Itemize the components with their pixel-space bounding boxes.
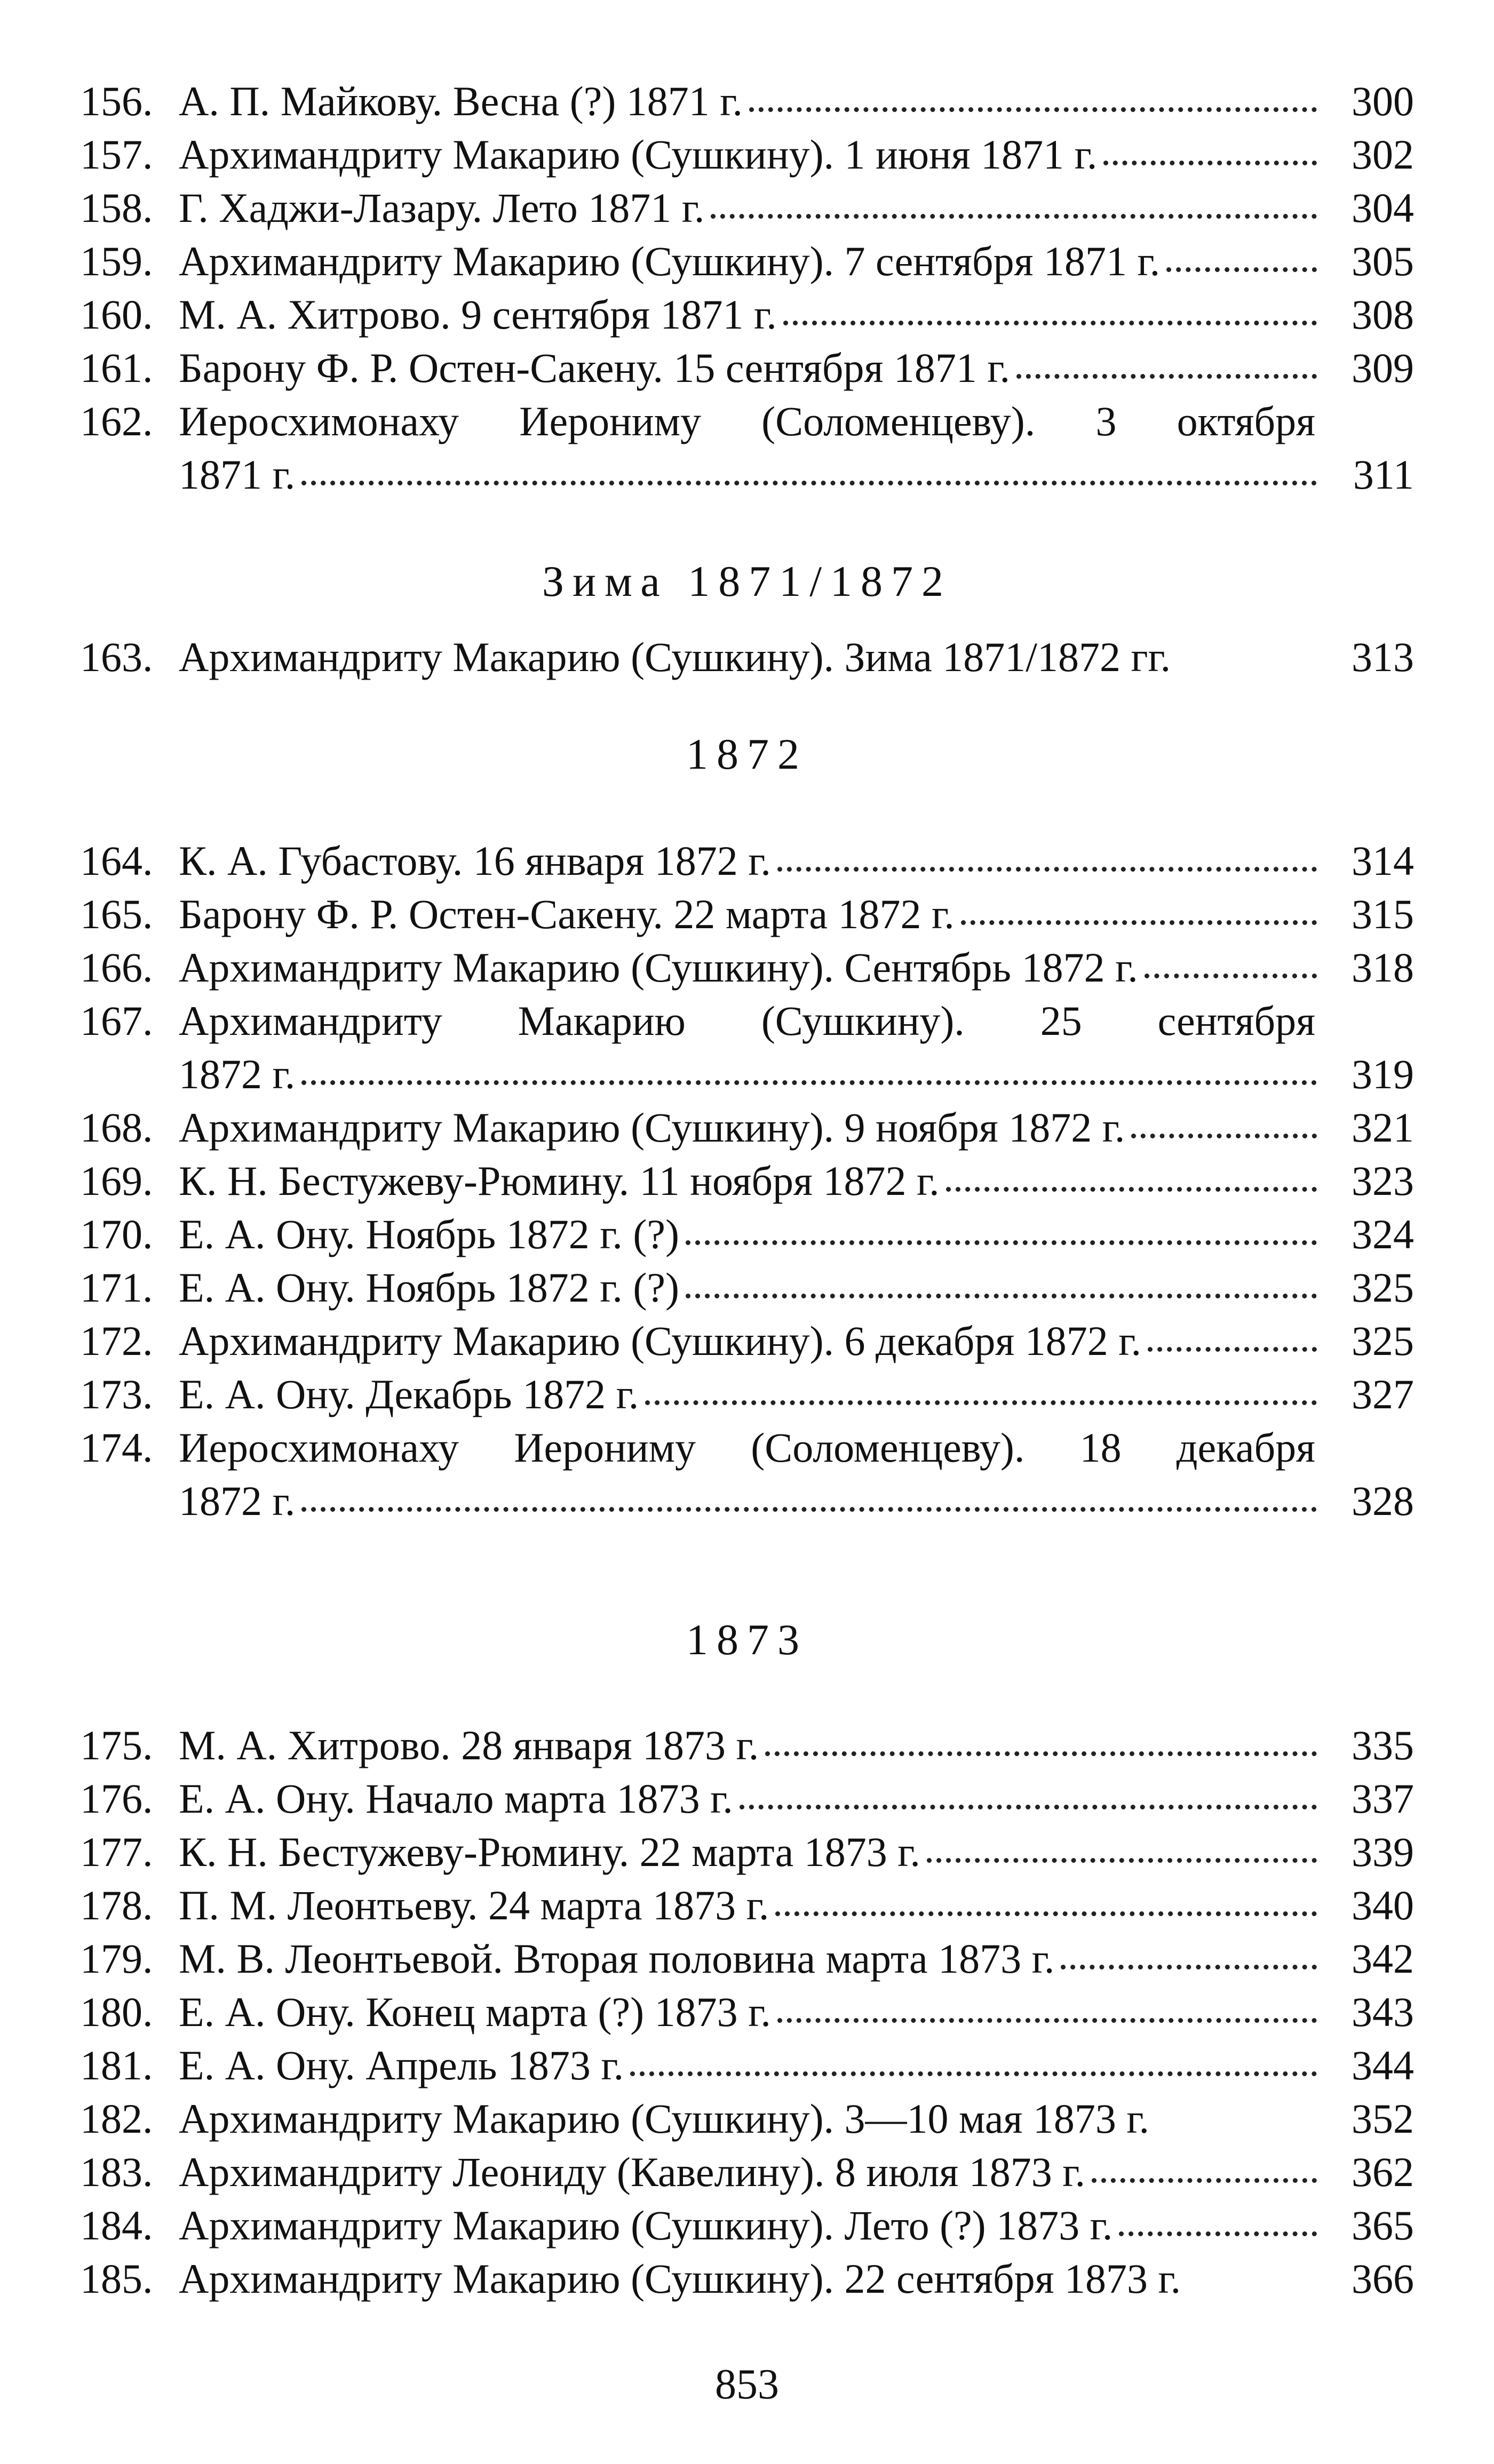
entry-page: 319: [1352, 1051, 1414, 1097]
dot-leader: [777, 867, 1317, 872]
toc-entry: [80, 341, 1414, 395]
entry-number: 185.: [80, 2255, 153, 2302]
entry-number: 184.: [80, 2202, 153, 2248]
entry-title-continuation: 1872 г.: [179, 1478, 296, 1524]
dot-leader: [1145, 974, 1317, 978]
dot-leader: [1131, 1134, 1317, 1138]
toc-entry: [80, 1101, 1414, 1154]
section-heading-winter: Зима 1871/1872: [542, 557, 952, 605]
entry-number: 173.: [80, 1371, 153, 1417]
toc-entry: [80, 75, 1414, 128]
entry-title: М. А. Хитрово. 9 сентября 1871 г.: [179, 291, 777, 338]
entry-page: 315: [1352, 891, 1414, 937]
entry-title-justified: [179, 1421, 1414, 1474]
toc-entry: [80, 181, 1414, 235]
entry-number: 183.: [80, 2149, 153, 2195]
dot-leader: [1166, 267, 1317, 272]
entry-title: К. Н. Бестужеву-Рюмину. 22 марта 1873 г.: [179, 1829, 920, 1875]
entry-number: 168.: [80, 1104, 153, 1151]
entry-group-d: [80, 1719, 1414, 2306]
entry-title-word: октября: [1177, 398, 1315, 444]
dot-leader: [765, 1751, 1317, 1756]
entry-page: 325: [1352, 1318, 1414, 1364]
entry-title: П. М. Леонтьеву. 24 марта 1873 г.: [179, 1882, 769, 1928]
entry-title-word: сентября: [1157, 998, 1315, 1044]
table-of-contents: [80, 75, 1414, 2306]
toc-entry-multiline: [80, 1421, 1414, 1528]
dot-leader: [927, 1858, 1317, 1863]
entry-number: 180.: [80, 1989, 153, 2035]
entry-page: 339: [1352, 1829, 1414, 1875]
dot-leader: [630, 2071, 1317, 2076]
dot-leader: [301, 1507, 1317, 1512]
entry-number: 170.: [80, 1211, 153, 1257]
dot-leader: [1016, 374, 1317, 379]
entry-title-word: 18: [1079, 1424, 1122, 1471]
entry-title: Е. А. Ону. Ноябрь 1872 г. (?): [179, 1264, 679, 1311]
entry-title-word: Архимандриту: [179, 998, 442, 1044]
toc-entry: [80, 1932, 1414, 1985]
entry-title: Архимандриту Макарию (Сушкину). 22 сентября 1873 г.: [179, 2255, 1181, 2302]
entry-page: 318: [1352, 944, 1414, 991]
entry-number: 158.: [80, 185, 153, 231]
dot-leader: [1103, 161, 1317, 165]
entry-page: 335: [1352, 1722, 1414, 1768]
entry-page: 309: [1352, 345, 1414, 391]
entry-page: 313: [1352, 634, 1414, 680]
toc-entry: [80, 2092, 1414, 2146]
dot-leader: [961, 920, 1317, 925]
entry-page: 311: [1353, 451, 1414, 498]
entry-page: 328: [1352, 1478, 1414, 1524]
entry-number: 160.: [80, 291, 153, 338]
entry-title-justified: [179, 994, 1414, 1048]
entry-title: Архимандриту Макарию (Сушкину). 3—10 мая 1873 г.: [179, 2095, 1150, 2142]
entry-number: 161.: [80, 345, 153, 391]
entry-number: 175.: [80, 1722, 153, 1768]
entry-page: 340: [1352, 1882, 1414, 1928]
entry-number: 182.: [80, 2095, 153, 2142]
entry-page: 362: [1352, 2149, 1414, 2195]
toc-entry: [80, 1154, 1414, 1208]
entry-page: 344: [1352, 2042, 1414, 2088]
entry-number: 163.: [80, 634, 153, 680]
dot-leader: [1148, 1347, 1317, 1352]
entry-page: 323: [1352, 1158, 1414, 1204]
entry-page: 308: [1352, 291, 1414, 338]
entry-number: 159.: [80, 238, 153, 284]
toc-entry: [80, 1772, 1414, 1825]
entry-title: Е. А. Ону. Апрель 1873 г.: [179, 2042, 624, 2088]
entry-page: 365: [1352, 2202, 1414, 2248]
toc-entry: [80, 128, 1414, 181]
entry-title-word: 3: [1095, 398, 1117, 444]
entry-number: 171.: [80, 1264, 153, 1311]
toc-entry: [80, 2146, 1414, 2199]
dot-leader: [775, 1911, 1317, 1916]
toc-entry: [80, 1985, 1414, 2039]
dot-leader: [645, 1400, 1317, 1405]
entry-page: 302: [1352, 131, 1414, 178]
entry-title: К. Н. Бестужеву-Рюмину. 11 ноября 1872 г.: [179, 1158, 940, 1204]
section-heading-1873: 1873: [686, 1615, 808, 1664]
entry-title: Е. А. Ону. Конец марта (?) 1873 г.: [179, 1989, 771, 2035]
entry-title: Г. Хаджи-Лазару. Лето 1871 г.: [179, 185, 705, 231]
page-number: 853: [715, 2361, 779, 2408]
entry-number: 169.: [80, 1158, 153, 1204]
toc-entry: [80, 1314, 1414, 1368]
entry-title-word: 25: [1040, 998, 1082, 1044]
dot-leader: [749, 107, 1317, 112]
entry-title: Архимандриту Макарию (Сушкину). 7 сентября 1871 г.: [179, 238, 1161, 284]
toc-entry: [80, 1368, 1414, 1421]
entry-number: 167.: [80, 998, 153, 1044]
entry-number: 156.: [80, 78, 153, 124]
dot-leader: [1119, 2231, 1317, 2236]
dot-leader: [777, 2018, 1317, 2023]
entry-number: 181.: [80, 2042, 153, 2088]
entry-title-continuation: 1872 г.: [179, 1051, 296, 1097]
dot-leader: [711, 214, 1317, 219]
entry-title-word: Макарию: [518, 998, 686, 1044]
entry-number: 162.: [80, 398, 153, 444]
entry-title: Барону Ф. Р. Остен-Сакену. 22 марта 1872 г.: [179, 891, 955, 937]
entry-page: 321: [1352, 1104, 1414, 1151]
entry-title-word: (Сушкину).: [761, 998, 965, 1044]
entry-title: Архимандриту Макарию (Сушкину). 1 июня 1871 г.: [179, 131, 1098, 178]
entry-title-word: декабря: [1176, 1424, 1315, 1471]
dot-leader: [740, 1805, 1317, 1809]
entry-title-word: Иерониму: [519, 398, 701, 444]
entry-title: Е. А. Ону. Начало марта 1873 г.: [179, 1775, 733, 1822]
entry-title: М. А. Хитрово. 28 января 1873 г.: [179, 1722, 759, 1768]
dot-leader: [783, 321, 1317, 325]
entry-number: 164.: [80, 838, 153, 884]
entry-page: 305: [1352, 238, 1414, 284]
entry-page: 304: [1352, 185, 1414, 231]
entry-title: Архимандриту Макарию (Сушкину). Сентябрь 1872 г.: [179, 944, 1138, 991]
entry-title: К. А. Губастову. 16 января 1872 г.: [179, 838, 771, 884]
entry-page: 337: [1352, 1775, 1414, 1822]
entry-group-b: [80, 834, 1414, 1528]
entry-title-word: (Соломенцеву).: [761, 398, 1036, 444]
entry-number: 176.: [80, 1775, 153, 1822]
entry-page: 342: [1352, 1935, 1414, 1982]
toc-entry: [80, 2039, 1414, 2092]
entry-page: 325: [1352, 1264, 1414, 1311]
dot-leader: [1061, 1965, 1317, 1969]
entry-number: 166.: [80, 944, 153, 991]
entry-title: Е. А. Ону. Декабрь 1872 г.: [179, 1371, 639, 1417]
entry-page: 366: [1352, 2255, 1414, 2302]
toc-entry: [80, 1879, 1414, 1932]
toc-entry: [80, 2199, 1414, 2252]
toc-entry: [80, 1208, 1414, 1261]
entry-title-word: Иерониму: [514, 1424, 696, 1471]
entry-title-justified: [179, 395, 1414, 448]
entry-title: А. П. Майкову. Весна (?) 1871 г.: [179, 78, 743, 124]
toc-entry: [80, 1825, 1414, 1879]
entry-number: 174.: [80, 1424, 153, 1471]
entry-title: Архимандриту Леониду (Кавелину). 8 июля 1873 г.: [179, 2149, 1085, 2195]
entry-page: 300: [1352, 78, 1414, 124]
toc-entry: [80, 941, 1414, 994]
toc-entry-multiline: [80, 395, 1414, 501]
dot-leader: [1092, 2178, 1317, 2183]
dot-leader: [946, 1187, 1317, 1192]
toc-entry: [80, 235, 1414, 288]
toc-entry: [80, 1261, 1414, 1314]
section-heading-1872: 1872: [686, 730, 808, 778]
toc-entry: [80, 288, 1414, 341]
entry-number: 157.: [80, 131, 153, 178]
entry-title-word: Иеросхимонаху: [179, 398, 459, 444]
toc-entry-multiline: [80, 994, 1414, 1101]
entry-number: 177.: [80, 1829, 153, 1875]
dot-leader: [686, 1294, 1317, 1298]
entry-title: Архимандриту Макарию (Сушкину). Зима 1871/1872 гг.: [179, 634, 1171, 680]
entry-page: 327: [1352, 1371, 1414, 1417]
entry-number: 165.: [80, 891, 153, 937]
toc-entry: [80, 2252, 1414, 2306]
dot-leader: [686, 1240, 1317, 1245]
entry-title: Е. А. Ону. Ноябрь 1872 г. (?): [179, 1211, 679, 1257]
entry-group-a: [80, 75, 1414, 501]
entry-number: 178.: [80, 1882, 153, 1928]
entry-title: Архимандриту Макарию (Сушкину). Лето (?) 1873 г.: [179, 2202, 1113, 2248]
entry-page: 314: [1352, 838, 1414, 884]
toc-entry: [80, 834, 1414, 888]
entry-number: 172.: [80, 1318, 153, 1364]
entry-page: 324: [1352, 1211, 1414, 1257]
entry-number: 179.: [80, 1935, 153, 1982]
toc-entry: [80, 888, 1414, 941]
entry-title-word: (Соломенцеву).: [751, 1424, 1025, 1471]
entry-page: 352: [1352, 2095, 1414, 2142]
entry-title: Архимандриту Макарию (Сушкину). 9 ноября 1872 г.: [179, 1104, 1125, 1151]
dot-leader: [301, 1080, 1317, 1085]
entry-title: Архимандриту Макарию (Сушкину). 6 декабря 1872 г.: [179, 1318, 1141, 1364]
entry-title: М. В. Леонтьевой. Вторая половина марта 1873 г.: [179, 1935, 1055, 1982]
entry-title-word: Иеросхимонаху: [179, 1424, 459, 1471]
dot-leader: [301, 481, 1317, 485]
toc-entry: [80, 1719, 1414, 1772]
entry-title-continuation: 1871 г.: [179, 451, 296, 498]
toc-entry: [80, 631, 1414, 684]
entry-title: Барону Ф. Р. Остен-Сакену. 15 сентября 1871 г.: [179, 345, 1011, 391]
entry-page: 343: [1352, 1989, 1414, 2035]
